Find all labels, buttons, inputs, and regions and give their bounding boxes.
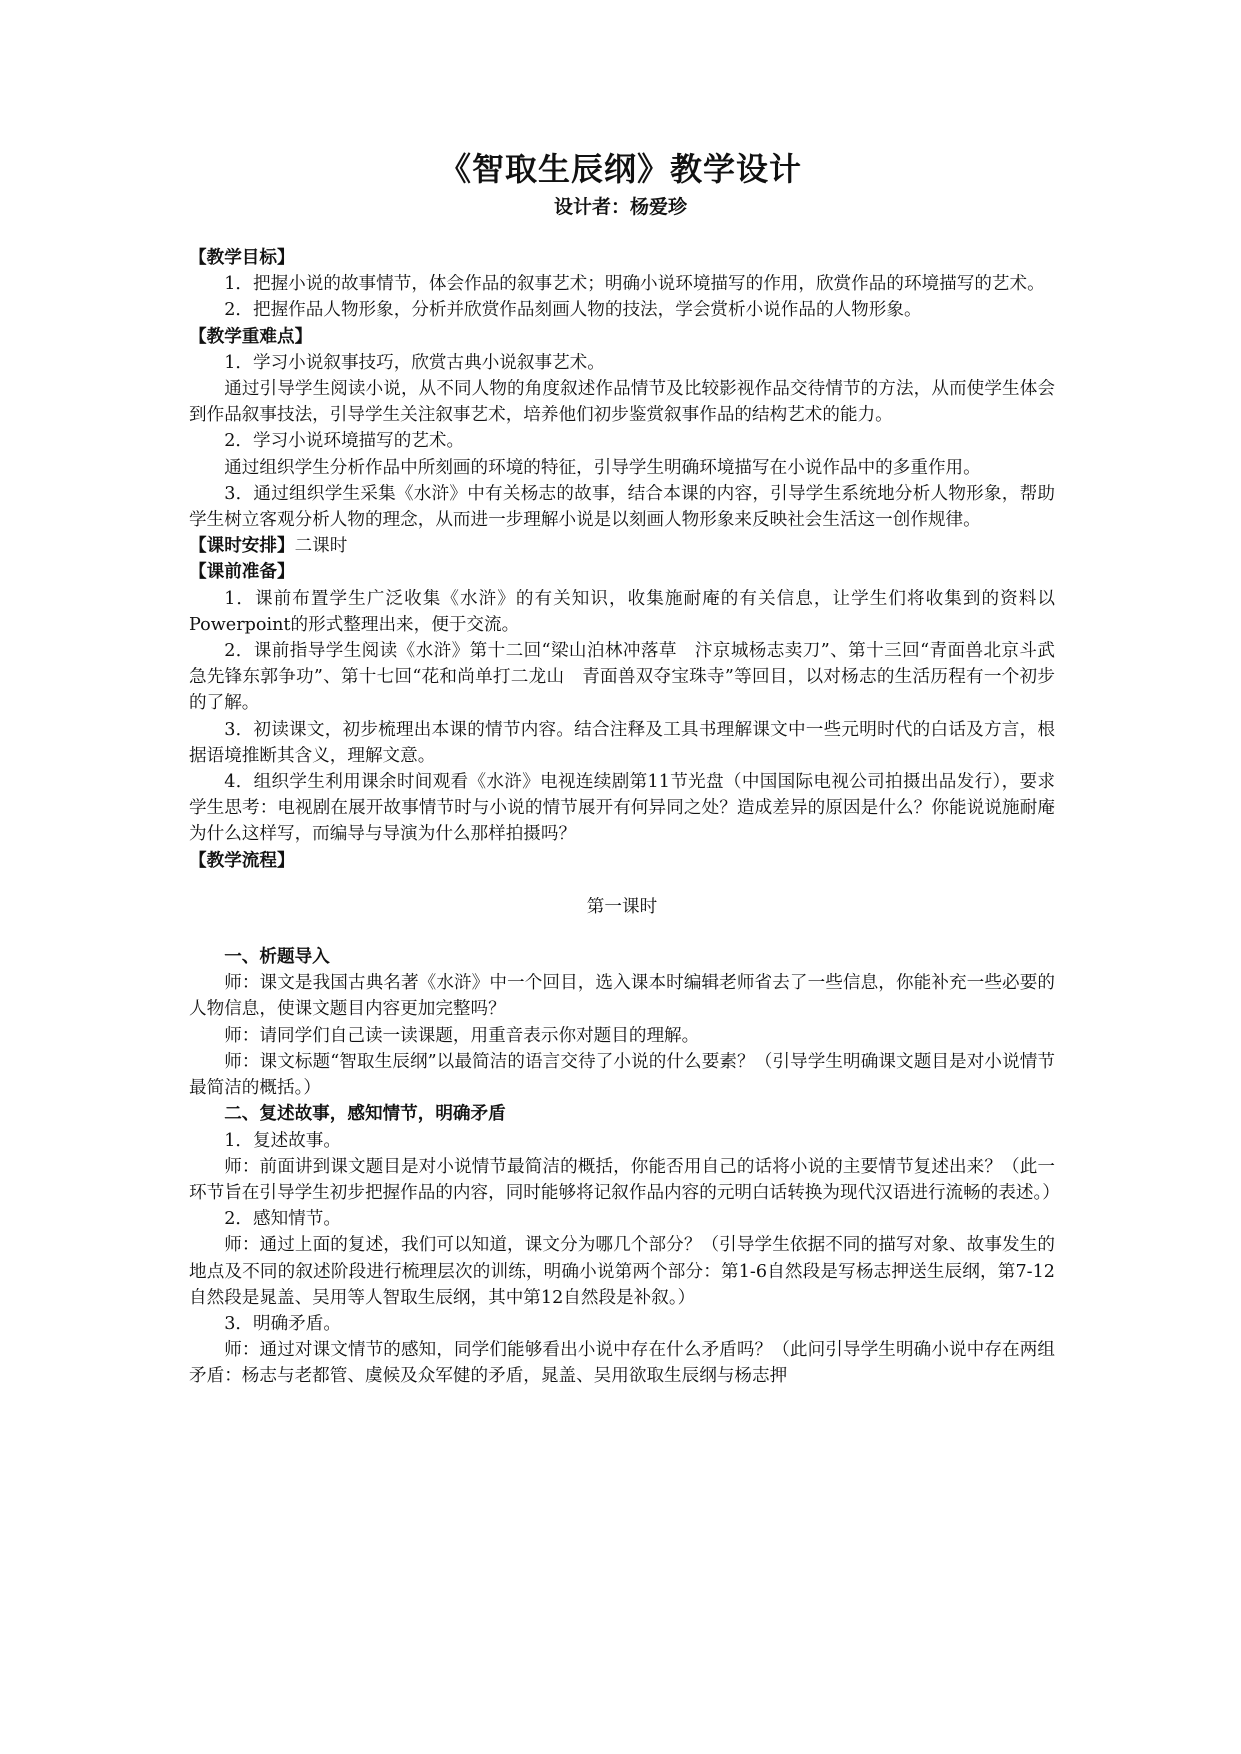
part2-step-1: 1．复述故事。 xyxy=(224,1130,341,1151)
part2-step-2: 2．感知情节。 xyxy=(224,1209,341,1230)
section-heading-key-points: 【教学重难点】 xyxy=(189,326,313,347)
prep-item-1: 1．课前布置学生广泛收集《水浒》的有关知识，收集施耐庵的有关信息，让学生们将收集到的资料以Powerpoint的形式整理出来，便于交流。 xyxy=(189,588,1055,635)
section-heading-flow: 【教学流程】 xyxy=(189,850,295,871)
section-heading-prep: 【课前准备】 xyxy=(189,562,295,583)
document-body xyxy=(189,245,1073,1390)
goals-item-1: 1．把握小说的故事情节，体会作品的叙事艺术；明确小说环境描写的作用，欣赏作品的环境描写的艺术。 xyxy=(224,274,1045,295)
prep-item-2: 2．课前指导学生阅读《水浒》第十二回“梁山泊林冲落草 汴京城杨志卖刀”、第十三回“青面兽北京斗武 急先锋东郭争功”、第十七回“花和尚单打二龙山 青面兽双夺宝珠寺”等回目，以对杨志的生活历程有一个初步的了解。 xyxy=(189,641,1073,714)
lesson-title: 第一课时 xyxy=(586,896,658,917)
part2-step-2-paragraph: 师：通过上面的复述，我们可以知道，课文分为哪几个部分？（引导学生依据不同的描写对象、故事发生的地点及不同的叙述阶段进行梳理层次的训练，明确小说第两个部分：第1-6自然段是写杨志押送生辰纲，第7-12自然段是晁盖、吴用等人智取生辰纲，其中第12自然段是补叙。） xyxy=(189,1235,1055,1308)
part1-paragraph-2: 师：请同学们自己读一读课题，用重音表示你对题目的理解。 xyxy=(224,1025,700,1046)
prep-item-3: 3．初读课文，初步梳理出本课的情节内容。结合注释及工具书理解课文中一些元明时代的白话及方言，根据语境推断其含义，理解文意。 xyxy=(189,719,1055,766)
part2-heading: 二、复述故事，感知情节，明确矛盾 xyxy=(224,1104,506,1125)
prep-item-4: 4．组织学生利用课余时间观看《水浒》电视连续剧第11节光盘（中国国际电视公司拍摄出品发行），要求学生思考：电视剧在展开故事情节时与小说的情节展开有何异同之处？造成差异的原因是什么？你能说说施耐庵为什么这样写，而编导与导演为什么那样拍摄吗？ xyxy=(189,772,1055,845)
key-point-2-detail: 通过组织学生分析作品中所刻画的环境的特征，引导学生明确环境描写在小说作品中的多重作用。 xyxy=(224,457,981,478)
goals-item-2: 2．把握作品人物形象，分析并欣赏作品刻画人物的技法，学会赏析小说作品的人物形象。 xyxy=(224,300,922,321)
part1-paragraph-3: 师：课文标题“智取生辰纲”以最简洁的语言交待了小说的什么要素？（引导学生明确课文题目是对小说情节最简洁的概括。） xyxy=(189,1051,1055,1099)
part2-step-3: 3．明确矛盾。 xyxy=(224,1313,341,1334)
schedule-line xyxy=(189,533,1055,559)
key-point-1-detail: 通过引导学生阅读小说，从不同人物的角度叙述作品情节及比较影视作品交待情节的方法，从而使学生体会到作品叙事技法，引导学生关注叙事艺术，培养他们初步鉴赏叙事作品的结构艺术的能力。 xyxy=(189,379,1055,426)
part2-step-3-paragraph: 师：通过对课文情节的感知，同学们能够看出小说中存在什么矛盾吗？（此问引导学生明确小说中存在两组矛盾：杨志与老都管、虞候及众军健的矛盾，晁盖、吴用欲取生辰纲与杨志押 xyxy=(189,1340,1055,1387)
part1-heading: 一、析题导入 xyxy=(224,947,330,968)
part2-step-1-paragraph: 师：前面讲到课文题目是对小说情节最简洁的概括，你能否用自己的话将小说的主要情节复述出来？（此一环节旨在引导学生初步把握作品的内容，同时能够将记叙作品内容的元明白话转换为现代汉语进行流畅的表述。） xyxy=(189,1156,1060,1203)
key-point-2: 2．学习小说环境描写的艺术。 xyxy=(224,431,465,452)
section-heading-goals: 【教学目标】 xyxy=(189,248,295,268)
key-point-1: 1．学习小说叙事技巧，欣赏古典小说叙事艺术。 xyxy=(224,352,605,373)
part1-paragraph-1: 师：课文是我国古典名著《水浒》中一个回目，选入课本时编辑老师省去了一些信息，你能补充一些必要的人物信息，使课文题目内容更加完整吗？ xyxy=(189,973,1055,1020)
document-author: 设计者：杨爱珍 xyxy=(553,196,687,218)
schedule-value: 二课时 xyxy=(294,536,348,557)
key-point-3: 3．通过组织学生采集《水浒》中有关杨志的故事，结合本课的内容，引导学生系统地分析人物形象，帮助学生树立客观分析人物的理念，从而进一步理解小说是以刻画人物形象来反映社会生活这一创作规律。 xyxy=(189,483,1055,531)
document-title: 《智取生辰纲》教学设计 xyxy=(438,150,802,188)
section-heading-schedule: 【课时安排】 xyxy=(189,536,295,557)
